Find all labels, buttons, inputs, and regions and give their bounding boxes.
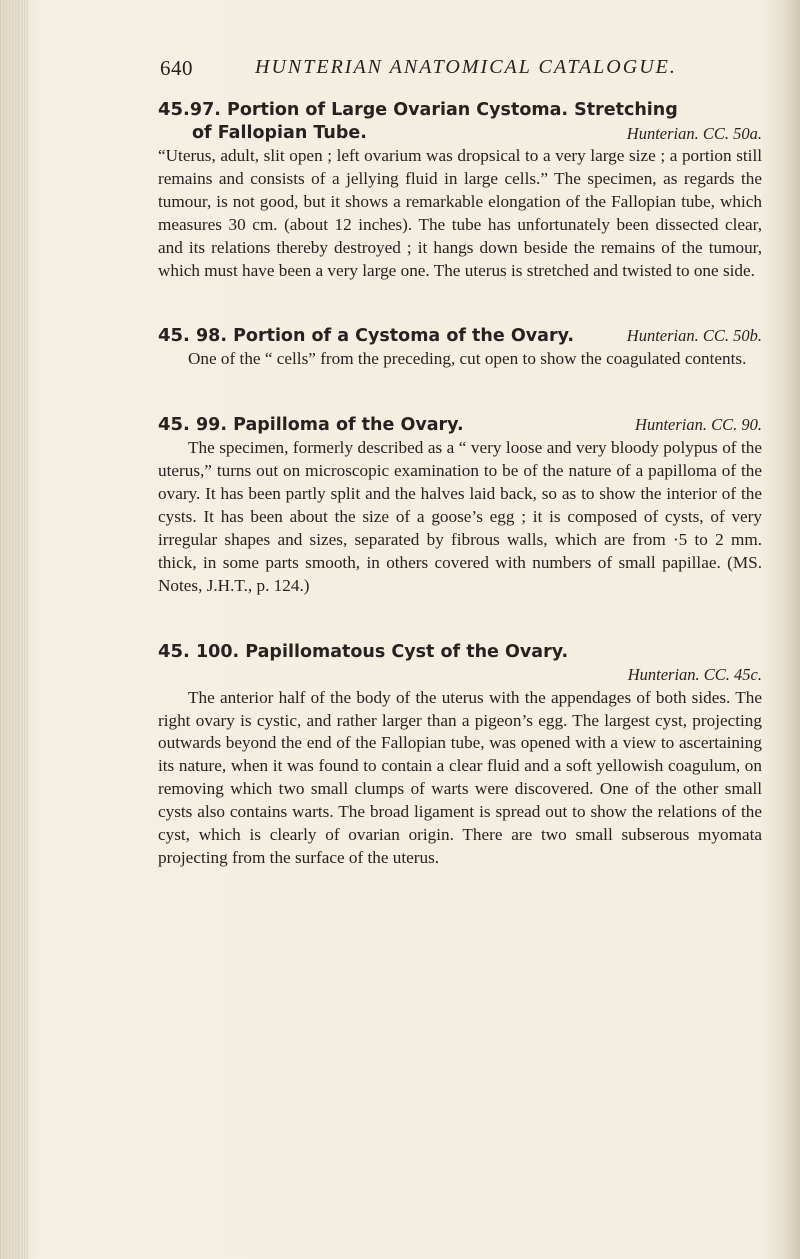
entry-description: “Uterus, adult, slit open ; left ovarium was dropsical to a very large size ; a portion still remains and consists of a jellying fluid in large cells.” The specimen, as regards the tumour, is not good, but it shows a remarkable elongation of the Fallopian tube, which measures 30 cm. (about 12 inches). The tube has unfortunately been dissected clear, and its relations thereby destroyed ; it hangs down beside the remains of the tumour, which must have been a very large one. The uterus is stretched and twisted to one side. xyxy=(158,146,762,280)
entry-title-line1: Portion of Large Ovarian Cystoma. Stretching xyxy=(227,100,678,120)
page-number: 640 xyxy=(160,56,193,80)
catalogue-entry-45-99 xyxy=(158,413,762,597)
catalogue-entry-45-97 xyxy=(158,98,762,282)
entry-description: One of the “ cells” from the preceding, cut open to show the coagulated contents. xyxy=(188,349,747,369)
entry-title-line2: of Fallopian Tube. xyxy=(192,123,367,143)
catalogue-entry-45-98 xyxy=(158,324,762,371)
entry-number: 45. xyxy=(158,99,190,120)
entry-subnumber: 98. xyxy=(195,326,227,347)
entry-subnumber: 99. xyxy=(195,415,227,436)
entry-title: Papillomatous Cyst of the Ovary. xyxy=(245,641,569,662)
entry-heading xyxy=(158,640,762,664)
entry-reference: Hunterian. CC. 50a. xyxy=(626,124,762,143)
entry-title: Papilloma of the Ovary. xyxy=(233,415,464,436)
entry-title: Portion of a Cystoma of the Ovary. xyxy=(233,326,575,347)
entry-heading-line2 xyxy=(158,122,762,145)
entry-description: The specimen, formerly described as a “ very loose and very bloody polypus of the uterus,” turns out on microscopic examination to be of the nature of a papilloma of the ovary. It has been partly split and the halves laid back, so as to show the interior of the cysts. It has been about the size of a goose’s egg ; it is composed of cysts, of very irregular shapes and sizes, separated by fibrous walls, which are from ·5 to 2 mm. thick, in some parts smooth, in others covered with numbers of small papillae. (MS. Notes, J.H.T., p. 124.) xyxy=(158,438,762,595)
entry-number: 45. xyxy=(158,414,190,436)
catalogue-entry-45-100 xyxy=(158,640,762,870)
entry-number: 45. xyxy=(158,325,190,347)
entry-reference: Hunterian. CC. 45c. xyxy=(627,664,762,684)
entry-heading xyxy=(158,413,762,437)
page-header xyxy=(160,56,760,86)
entry-heading xyxy=(158,324,762,348)
catalogue-content xyxy=(158,98,762,904)
entry-subnumber: 100. xyxy=(195,641,240,662)
entry-reference: Hunterian. CC. 90. xyxy=(635,415,762,435)
entry-number: 45. xyxy=(158,640,190,662)
entry-reference: Hunterian. CC. 50b. xyxy=(626,326,762,346)
entry-subnumber: 97. xyxy=(189,100,221,120)
running-title: HUNTERIAN ANATOMICAL CATALOGUE. xyxy=(255,56,677,78)
page-binding-edge xyxy=(0,0,28,1259)
entry-heading xyxy=(158,98,762,122)
entry-description: The anterior half of the body of the uterus with the appendages of both sides. The right ovary is cystic, and rather larger than a pigeon’s egg. The largest cyst, projecting outwards beyond the end of the Fallopian tube, was opened with a view to ascertaining its nature, when it was found to contain a clear fluid and a soft yellowish coagulum, on removing which two small clumps of warts were discovered. One of the other small cysts also contains warts. The broad ligament is spread out to show the relations of the cyst, which is clearly of ovarian origin. There are two small subserous myomata projecting from the surface of the uterus. xyxy=(158,687,762,867)
